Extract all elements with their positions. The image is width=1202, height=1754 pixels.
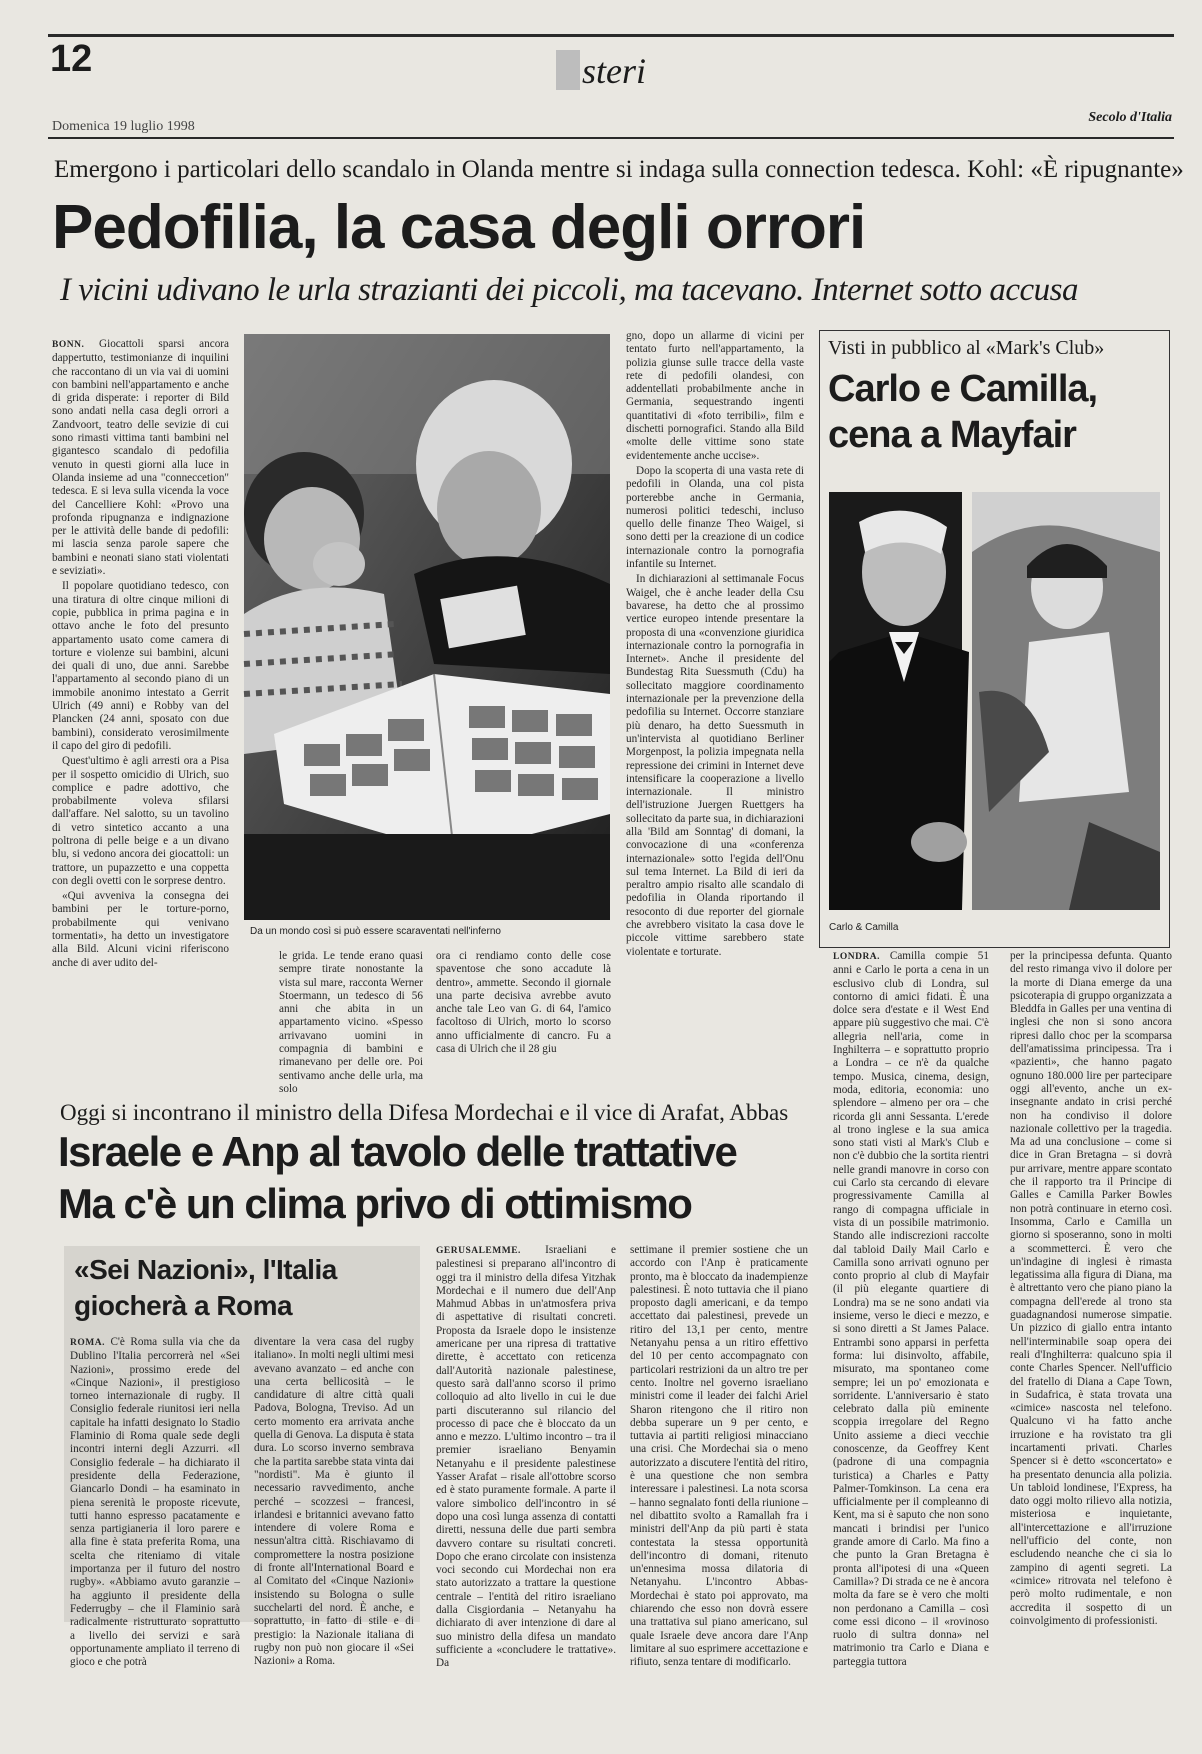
- sidebar-headline-line: cena a Mayfair: [828, 414, 1076, 456]
- story1-paragraph: Giocattoli sparsi ancora dappertutto, testimonianze di inquilini che raccontano di un via vai di uomini con bambini nell'appartamento e anche di grida disperate: i reporter di Bild sono andati nella casa degli orrori a Zandvoort, teatro delle sevizie di cui sono rimasti vittima tanti bambini nel gigantesco scandalo di pedofilia venuto in questi giorni alla luce in Olanda insieme ad una "conneccetion" tedesca. E si leva sulla vicenda la voce del Cancelliere Kohl: «Provo una profonda ripugnanza e indignazione per le attività delle bande di pedofili: mi lascia senza parole sapere che bambini e neonati siano stati violentati e seviziati».: [52, 338, 229, 578]
- children-reading-photo: [244, 334, 610, 920]
- story1-column-2: [279, 950, 423, 1095]
- sport-headline-line: giocherà a Roma: [74, 1290, 293, 1321]
- story2-headline-line: Israele e Anp al tavolo delle trattative: [58, 1128, 737, 1175]
- story1-kicker: Emergono i particolari dello scandalo in Olanda mentre si indaga sulla connection tedesca. Kohl: «È ripugnante»: [54, 156, 1184, 183]
- story1-paragraph: gno, dopo un allarme di vicini per tentato furto nell'appartamento, la polizia giunse sulle tracce della vaste rete di pedofili olandesi, con addentellati probabilmente anche in Germania, sequestrando ingenti quantitativi di «foto terribili», film e dischetti pornografici. Stando alla Bild «molte delle vittime sono state evidentemente anche uccise».: [626, 330, 804, 462]
- story2-paragraph: settimane il premier sostiene che un accordo con l'Anp è praticamente pronto, ma è bloccato da inadempienze palestinesi. È noto tuttavia che il piano proposto dagli americani, e da tempo accettato dai palestinesi, prevede un ritiro del 13,1 per cento, mentre Netanyahu pensa a un ritiro effettivo del 10 per cento accompagnato con particolari restrizioni da un altro tre per cento. Inoltre nel governo israeliano ministri come il leader dei falchi Ariel Sharon ritengono che il ritiro non debba superare un 9 per cento, e tuttavia ai partiti religiosi minacciano una crisi. Che Mordechai sia o meno autorizzato a discutere l'entità del ritiro, è una questione che non sembra interessare i palestinesi. La nota scorsa – hanno segnalato fonti della riunione – nel dibattito svolto a Ramallah fra i ministri dell'Anp da più parti è stata contestata la stessa opportunità dell'incontro di domani, ritenuto un'ennesima mossa dilatoria di Netanyahu. L'incontro Abbas-Mordechai è stato poi approvato, ma chiarendo che esso non dovrà essere una trattativa sul piano americano, sul quale Israele deve ancora dare l'Anp limitare al suo esprimere accettazione e rifiuto, senza tentare di modificarlo.: [630, 1244, 808, 1669]
- story1-photo-caption: Da un mondo così si può essere scaraventati nell'inferno: [250, 926, 501, 937]
- story1-photo: [244, 334, 610, 920]
- top-rule: [48, 34, 1174, 37]
- sport-headline-line: «Sei Nazioni», l'Italia: [74, 1254, 337, 1285]
- story2-column-2: [630, 1244, 808, 1714]
- section-name: steri: [582, 51, 647, 91]
- sport-headline: [74, 1252, 337, 1324]
- story2-headline-line: Ma c'è un clima privo di ottimismo: [58, 1180, 692, 1227]
- sidebar-paragraph: Camilla compie 51 anni e Carlo le porta a cena in un esclusivo club di Londra, sul contorno di amici fidati. È una dolce sera d'estate e il West End appare più suggestivo che mai. C'è allegria nell'aria, come in Inghilterra – e soprattutto proprio a Londra – ce n'è da qualche tempo. Musica, cinema, design, moda, editoria, economia: uno splendore – almeno per ora – che ricorda gli anni Sessanta. L'erede al trono inglese e la sua amica sono stati visti al Mark's Club e non c'è dubbio che la sortita rientri nelle grandi manovre in corso con cui Carlo sta cercando di elevare progressivamente Camilla al rango di compagna ufficiale in vista di un possibile matrimonio. Stando alle indiscrezioni raccolte dal tabloid Daily Mail Carlo e Camilla sono arrivati ognuno per conto proprio al club di Mayfair (il più elegante quartiere di Londra) ma se ne sono andati via insieme, verso le dieci e mezzo, e si sono diretti a St James Palace. Entrambi sono apparsi in perfetta forma: lui disinvolto, affabile, misurato, ma spontaneo come sempre; lei un po' emozionata e sorridente. L'anniversario è stato celebrato dalla più eminente scoppia irregolare del Regno Unito assieme a dieci vecchie conoscenze, da Geoffrey Kent (padrone di una compagnia turistica) a Charles e Patty Palmer-Tomkinson. La cena era ufficialmente per il compleanno di Kent, ma si è saputo che non sono mancati i brindisi per l'unico grande amore di Carlo. Ma fino a che punto la Gran Bretagna è pronta all'ipotesi di una «Queen Camilla»? Di strada ce ne è ancora molta da fare se è vero che molti non perdonano a Camilla – così come essi dicono – il «rovinoso ruolo di sultra donna» nel matrimonio tra Carlo e Diana e parteggia tuttora: [833, 950, 989, 1668]
- dateline-place: GERUSALEMME.: [436, 1246, 521, 1256]
- story1-paragraph: le grida. Le tende erano quasi sempre tirate nonostante la vista sul mare, racconta Werner Stoermann, un tedesco di 56 anni che abita in un appartamento vicino. «Spesso arrivavano uomini in compagnia di bambini e rimanevano per delle ore. Poi sentivamo anche delle urla, ma solo: [279, 950, 423, 1095]
- section-logo: [556, 50, 646, 90]
- sport-column-1: [70, 1336, 240, 1730]
- story1-deck: I vicini udivano le urla strazianti dei piccoli, ma tacevano. Internet sotto accusa: [60, 272, 1078, 308]
- sidebar-column-2: [1010, 950, 1172, 1746]
- story1-paragraph: «Qui avveniva la consegna dei bambini per le torture-porno, probabilmente qui venivano tormentati», ha detto un investigatore alla Bild. Alcuni vicini riferiscono anche di aver udito del-: [52, 890, 229, 969]
- story1-column-1: [52, 338, 229, 969]
- sidebar-photos: [829, 492, 1160, 910]
- sidebar-paragraph: per la principessa defunta. Quanto del resto rimanga vivo il dolore per la morte di Diana emerge da una psicoterapia di gruppo organizzata a Bleddfa in Galles per una ventina di inglesi che non si sono ancora ripresi dallo choc per la scomparsa dell'amatissima principessa. Tra i «pazienti», che hanno pagato ognuno 180.000 lire per partecipare oggi all'evento, anche un ex-insegnante andato in crisi perché non ha condiviso il dolore nazionale collettivo per la tragedia. Ma ad una conclusione – come si dice in Gran Bretagna – si dovrà pur arrivare, mentre appare scontato che il rapporto tra il Principe di Galles e Camilla Parker Bowles non potrà continuare in eterno così. Insomma, Carlo e Camilla un giorno si sposeranno, sono in molti a scommetterci. È vero che un'indagine di inglesi è rimasta legatissima alla figura di Diana, ma è altrettanto vero che piano piano la compagna dell'erede al trono sta guadagnandosi numerose simpatie. Un pizzico di giallo entra intanto nell'interminabile soap opera dei reali d'Inghilterra: qualcuno spia il conte Charles Spencer. Nell'ufficio del fratello di Diana a Cape Town, in Sudafrica, è stata trovata una «cimice» nascosta nel telefono. Qualcuno vi ha fatto anche irruzione e ha rovistato tra gli incartamenti privati. Charles Spencer si è detto «sconcertato» e ha presentato denuncia alla polizia. Un tabloid londinese, l'Express, ha dato oggi molto rilievo alla notizia, misteriosa e inquietante, all'intercettazione e all'irruzione nell'ufficio del conte, non escludendo neanche che ci sia lo zampino di agenti segreti. La «cimice» ritrovata nel telefono è però molto rudimentale, e non accredita il sospetto di un coinvolgimento di professionisti.: [1010, 950, 1172, 1627]
- sidebar-photo-caption: Carlo & Camilla: [829, 922, 899, 933]
- story1-column-3: [436, 950, 611, 1078]
- issue-date: Domenica 19 luglio 1998: [52, 119, 195, 134]
- dateline-place: LONDRA.: [833, 952, 881, 962]
- story2-kicker: Oggi si incontrano il ministro della Difesa Mordechai e il vice di Arafat, Abbas: [60, 1100, 789, 1125]
- sport-paragraph: diventare la vera casa del rugby italiano». In molti negli ultimi mesi avevano avanzato – ed anche con una certa bellicosità – le candidature di altre città quali Padova, Bologna, Treviso. Ad un certo momento era arrivata anche quella di Genova. La disputa è stata dura. Lo scorso inverno sembrava che la partita sarebbe stata vinta dai "nordisti". Ma è giunto il necessario ravvedimento, anche perché – scozzesi – francesi, irlandesi e britannici avevano fatto intendere di volere Roma e nessun'altra città. Rischiavamo di compromettere la nostra posizione di fronte all'International Board e al Comitato del «Cinque Nazioni» insistendo su Bologna o sulle succhelarti del nord. È anche, e soprattutto, in fatto di stile e di prestigio: la Nazionale italiana di rugby non può non giocare il «Sei Nazioni» a Roma.: [254, 1336, 414, 1668]
- story1-headline: Pedofilia, la casa degli orrori: [52, 193, 866, 262]
- story1-column-4: [626, 330, 804, 1078]
- section-logo-block: [556, 50, 580, 90]
- story2-headline: [58, 1126, 736, 1230]
- dateline-place: BONN.: [52, 340, 85, 350]
- sidebar-headline: [828, 366, 1097, 458]
- carlo-camilla-photos: [829, 492, 1160, 910]
- sidebar-column-1: [833, 950, 989, 1746]
- sidebar-headline-line: Carlo e Camilla,: [828, 368, 1098, 410]
- header-rule: [48, 137, 1174, 139]
- masthead: Secolo d'Italia: [1088, 110, 1172, 125]
- page-number: 12: [50, 38, 93, 80]
- sport-paragraph: C'è Roma sulla via che da Dublino l'Italia percorrerà nel «Sei Nazioni», prossimo erede del «Cinque Nazioni», il prestigioso torneo internazionale di rugby. Il Consiglio federale riunitosi ieri nella capitale ha infatti designato lo Stadio Flaminio di Roma quale sede degli incontri interni degli Azzurri. «Il Consiglio federale – ha dichiarato il presidente della Federazione, Giancarlo Dondi – ha esaminato in piena serenità le proposte ricevute, tutti hanno espresso pacatamente e senza partigianeria il loro parere e alla fine è stata preferita Roma, una scelta che riteniamo di vitale importanza per il futuro del nostro rugby». «Abbiamo avuto garanzie – ha aggiunto il presidente della Federrugby – che il Flaminio sarà radicalmente ristrutturato soprattutto a livello dei servizi e sarà opportunamente ampliato il terreno di gioco e che potrà: [70, 1336, 240, 1669]
- story1-paragraph: ora ci rendiamo conto delle cose spaventose che sono accadute là dentro», ammette. Secondo il giornale una parte decisiva avrebbe avuto anche tale Leo van G. di 64, l'amico facoltoso di Ulrich, morto lo scorso anno ufficialmente di cancro. Fu a casa di Ulrich che il 28 giu: [436, 950, 611, 1056]
- story1-paragraph: Il popolare quotidiano tedesco, con una tiratura di oltre cinque milioni di copie, pubblica in prima pagina e in ottavo anche le foto del presunto appartamento usato come camera di torture e violenze sui bambini, alcuni dei quali di uno, due anni. Sarebbe l'appartamento al secondo piano di un immobile anonimo intestato a Gerrit Ulrich (49 anni) e Robby van del Plancken (24 anni, sposato con due bambini), considerato verosimilmente il capo del giro di pedofili.: [52, 580, 229, 752]
- story1-paragraph: Quest'ultimo è agli arresti ora a Pisa per il sospetto omicidio di Ulrich, suo complice e padre adottivo, che probabilmente voleva sfilarsi dall'affare. Nel salotto, su un tavolino di vetro sintetico accanto a una poltrona di pelle beige e a un divano blu, si vedono ancora dei giocattoli: un trattore, un pupazzetto e una coppetta con degli ovetti con le sorprese dentro.: [52, 755, 229, 887]
- sidebar-kicker: Visti in pubblico al «Mark's Club»: [828, 337, 1105, 359]
- story1-paragraph: In dichiarazioni al settimanale Focus Waigel, che è anche leader della Csu bavarese, ha detto che al prossimo vertice europeo intende presentare la proposta di una «convenzione giuridica internazionale contro la pornografia in Internet». Anche il presidente del Bundestag Rita Suessmuth (Cdu) ha sollecitato maggiore coordinamento internazionale per la prevenzione della pedofilia su Internet. Occorre stanziare più denaro, ha detto Suessmuth in un'intervista al quotidiano Berliner Morgenpost, la polizia impegnata nella repressione dei crimini in Internet deve intensificare la cooperazione a livello internazionale. Il ministro dell'istruzione Juergen Ruettgers ha sollecitato da parte sua, in dichiarazioni alla 'Bild am Sonntag' di domani, la convocazione di una «conferenza internazionale» sotto l'egida dell'Onu sul tema Internet. La Bild di ieri da peraltro ampio risalto alle scandalo di pedofilia in Olanda riportando il resoconto di due reporter del giornale che avrebbero visitato la casa dove le piccole vittime sarebbero state violentate e torturate.: [626, 573, 804, 958]
- story2-paragraph: Israeliani e palestinesi si preparano all'incontro di oggi tra il ministro della difesa Yitzhak Mordechai e il numero due dell'Anp Mahmud Abbas in un'atmosfera priva di aspettative di risultati concreti. Proposta da Israele dopo le insistenze americane per una ripresa di trattative dirette, è accettato con reticenza dall'Autorità nazionale palestinese, questo sarà dall'anno scorso il primo colloquio ad alto livello in cui le due parti discuteranno sul rilancio del processo di pace che è bloccato da un anno e mezzo. L'ultimo incontro – tra il premier israeliano Benyamin Netanyahu e il presidente palestinese Yasser Arafat – risale all'ottobre scorso ed è stato puramente formale. A parte il valore simbolico dell'incontro in sé dopo una così lunga assenza di contatti diretti, nessuna delle due parti sembra davvero contare su risultati concreti. Dopo che erano circolate con insistenza voci secondo cui Mordechai non era stato autorizzato a trattare la questione centrale – l'entità del ritiro israeliano dalla Cisgiordania – Netanyahu ha dichiarato di aver intenzione di dare al suo ministro della difesa un mandato sufficiente a «concludere le trattative». Da: [436, 1244, 616, 1670]
- sport-column-2: [254, 1336, 414, 1730]
- story1-paragraph: Dopo la scoperta di una vasta rete di pedofili in Olanda, una col pista porterebbe anche in Germania, numerosi politici tedeschi, incluso quello delle finanze Theo Waigel, si sono detti per la creazione di un codice internazionale contro la pornografia infantile su Internet.: [626, 464, 804, 571]
- story2-column-1: [436, 1244, 616, 1714]
- dateline-place: ROMA.: [70, 1338, 105, 1348]
